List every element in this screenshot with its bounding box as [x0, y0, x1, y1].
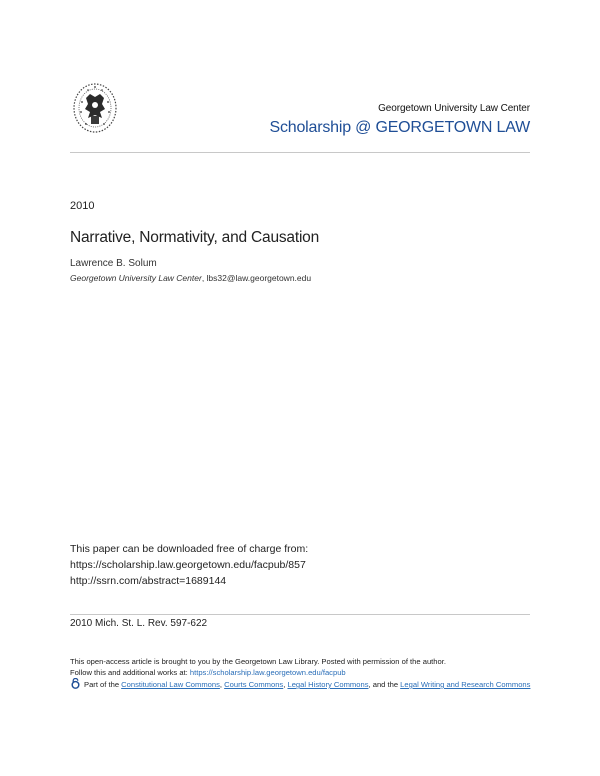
separator: , and the: [368, 680, 401, 689]
paper-title: Narrative, Normativity, and Causation: [70, 229, 320, 246]
georgetown-seal-icon: [72, 82, 118, 134]
download-info: [70, 541, 308, 589]
download-note: This paper can be downloaded free of charge from:: [70, 543, 309, 555]
author-email: , lbs32@law.georgetown.edu: [201, 273, 312, 283]
courts-commons-link[interactable]: Courts Commons: [224, 680, 284, 689]
legal-history-commons-link[interactable]: Legal History Commons: [287, 680, 369, 689]
follow-prefix: Follow this and additional works at:: [70, 668, 190, 677]
publication-year: 2010: [70, 200, 95, 212]
affiliation-name: Georgetown University Law Center: [70, 273, 202, 283]
part-of-line: [70, 678, 532, 690]
open-access-icon: [70, 678, 81, 689]
header-divider: [70, 152, 530, 153]
footer-notice: [70, 656, 532, 690]
facpub-link[interactable]: https://scholarship.law.georgetown.edu/facpub: [189, 668, 346, 677]
legal-writing-research-commons-link[interactable]: Legal Writing and Research Commons: [400, 680, 531, 689]
separator: ,: [283, 680, 288, 689]
repository-title[interactable]: Scholarship @ GEORGETOWN LAW: [269, 119, 530, 136]
author-name: Lawrence B. Solum: [70, 258, 157, 269]
follow-line: [70, 667, 532, 678]
open-access-statement: This open-access article is brought to you by the Georgetown Law Library. Posted with permission of the author.: [70, 657, 446, 666]
constitutional-law-commons-link[interactable]: Constitutional Law Commons: [121, 680, 220, 689]
author-affiliation: [70, 273, 311, 283]
institution-name: Georgetown University Law Center: [378, 103, 530, 114]
download-url[interactable]: https://scholarship.law.georgetown.edu/facpub/857: [70, 559, 306, 571]
part-of-label: Part of the: [84, 680, 122, 689]
ssrn-url[interactable]: http://ssrn.com/abstract=1689144: [70, 575, 227, 587]
separator: ,: [219, 680, 225, 689]
citation-divider: [70, 614, 530, 615]
citation: 2010 Mich. St. L. Rev. 597-622: [70, 618, 208, 629]
